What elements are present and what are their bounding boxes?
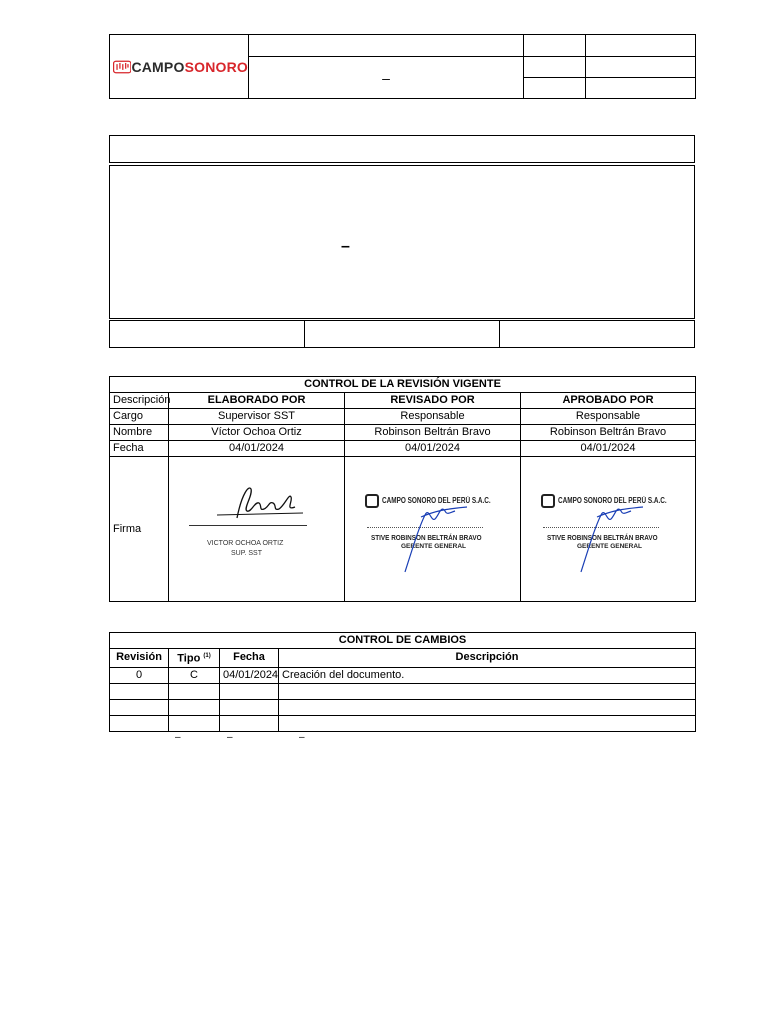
header-subtitle: – [249,57,524,99]
footnote-dash-3: – [299,732,305,743]
stamp-role-1: GERENTE GENERAL [401,543,467,550]
meta-cell-2 [305,321,500,348]
footnote-dash-1: – [175,732,181,743]
footnote-dash-2: – [227,732,233,743]
label-description: Descripción [110,393,169,409]
document-header [109,34,696,99]
col-type: Tipo $^{(1)}$ [169,649,220,668]
meta-cell-3 [500,321,695,348]
document-title-box [109,135,695,163]
handwritten-signature-3 [561,477,651,577]
cell-revision [110,715,169,731]
label-signature: Firma [110,457,169,602]
sound-logo-icon [113,53,131,81]
cell-type [169,715,220,731]
cell-description: Creación del documento. [279,667,696,683]
table-row [110,715,696,731]
signer-name-1: VICTOR OCHOA ORTIZ [207,540,284,547]
heading-approved: APROBADO POR [521,393,696,409]
role-reviewed: Responsable [345,409,521,425]
cell-type [169,699,220,715]
body-dash: – [341,238,350,255]
document-meta-row [109,320,695,348]
header-code-label [524,35,586,57]
cell-date [220,715,279,731]
date-approved: 04/01/2024 [521,441,696,457]
company-stamp-1: CAMPO SONORO DEL PERÚ S.A.C. [365,493,518,508]
header-code-value [586,35,696,57]
cell-type: C [169,667,220,683]
company-logo [110,35,248,98]
cell-date [220,683,279,699]
header-page-label [524,78,586,99]
logo-cell [110,35,249,99]
header-version-label [524,57,586,78]
revision-control-table [109,376,696,602]
cell-description [279,715,696,731]
signature-reviewed [345,457,521,602]
table-row [110,667,696,683]
document-body-box [109,165,695,319]
type-footnote: (1) [203,653,211,659]
cell-description [279,699,696,715]
stamp-logo-icon [541,494,555,508]
handwritten-signature-1 [207,483,307,523]
table-row [110,683,696,699]
label-role: Cargo [110,409,169,425]
table-row [110,699,696,715]
heading-reviewed: REVISADO POR [345,393,521,409]
cell-type [169,683,220,699]
stamp-role-2: GERENTE GENERAL [577,543,643,550]
cell-revision [110,683,169,699]
signature-approved [521,457,696,602]
name-reviewed: Robinson Beltrán Bravo [345,425,521,441]
change-control-table [109,632,696,732]
meta-cell-1 [110,321,305,348]
stamp-logo-icon [365,494,379,508]
name-elaborated: Víctor Ochoa Ortiz [169,425,345,441]
col-date: Fecha [220,649,279,668]
role-approved: Responsable [521,409,696,425]
name-approved: Robinson Beltrán Bravo [521,425,696,441]
signer-role-1: SUP. SST [231,550,262,557]
col-revision: Revisión [110,649,169,668]
handwritten-signature-2 [385,477,475,577]
signature-line [189,525,307,526]
header-title-cell [249,35,524,57]
cell-revision: 0 [110,667,169,683]
role-elaborated: Supervisor SST [169,409,345,425]
stamp-name-1: STIVE ROBINSON BELTRÁN BRAVO [371,533,482,542]
label-date: Fecha [110,441,169,457]
company-stamp-2: CAMPO SONORO DEL PERÚ S.A.C. [541,493,694,508]
stamp-name-2: STIVE ROBINSON BELTRÁN BRAVO [547,533,658,542]
logo-wordmark: CAMPOSONORO [131,58,248,75]
signature-elaborated [169,457,345,602]
cell-description [279,683,696,699]
label-name: Nombre [110,425,169,441]
header-version-value [586,57,696,78]
date-elaborated: 04/01/2024 [169,441,345,457]
cell-date [220,699,279,715]
date-reviewed: 04/01/2024 [345,441,521,457]
header-page-value [586,78,696,99]
col-description: Descripción [279,649,696,668]
change-control-title: CONTROL DE CAMBIOS [110,633,696,649]
heading-elaborated: ELABORADO POR [169,393,345,409]
revision-control-title: CONTROL DE LA REVISIÓN VIGENTE [110,377,696,393]
cell-date: 04/01/2024 [220,667,279,683]
cell-revision [110,699,169,715]
